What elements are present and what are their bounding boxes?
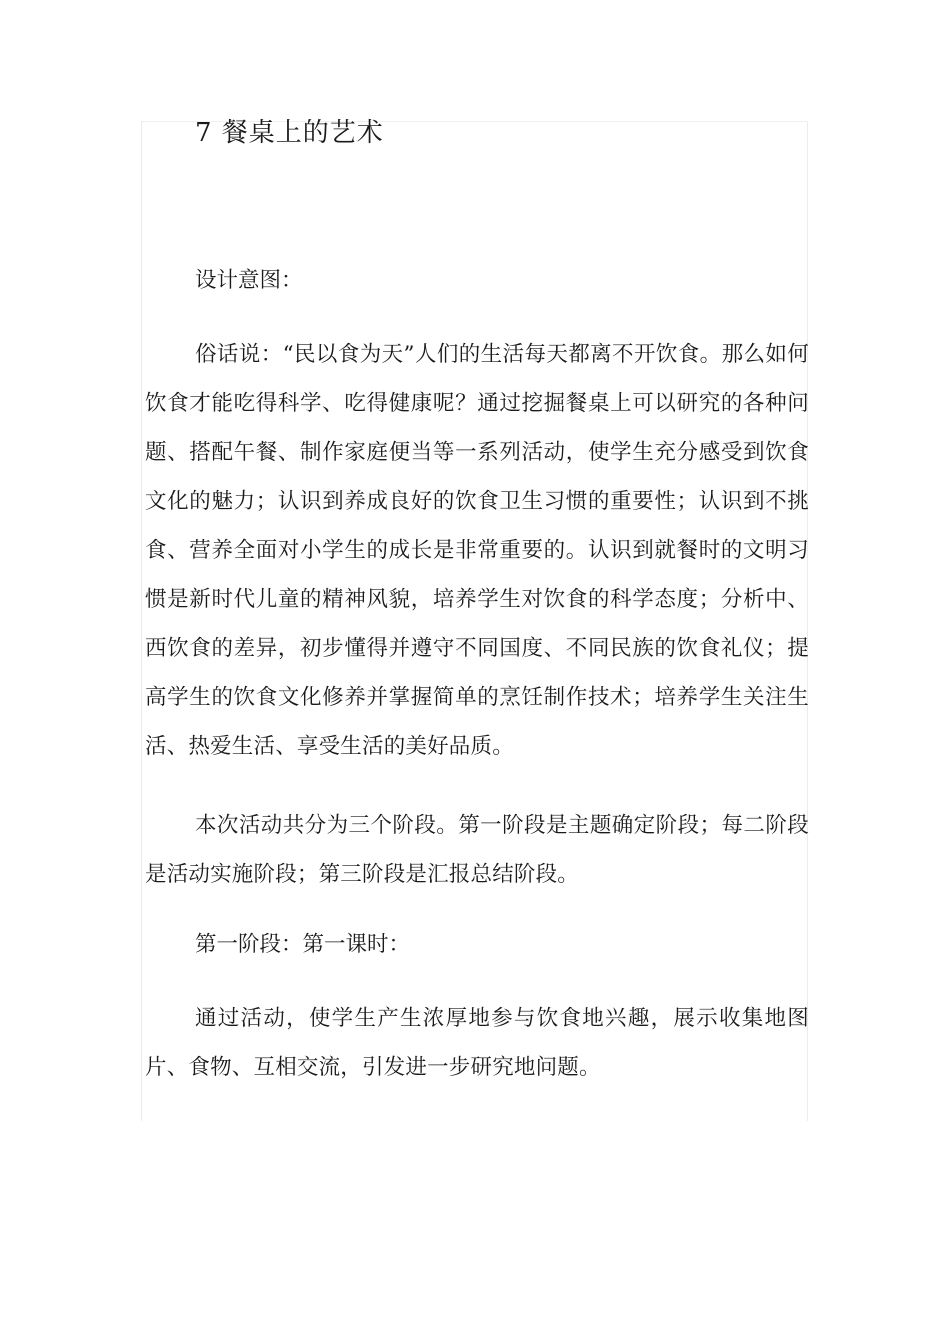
- design-intent-heading: 设计意图：: [195, 268, 303, 293]
- paragraph-stages-overview: 本次活动共分为三个阶段。第一阶段是主题确定阶段；每二阶段是活动实施阶段；第三阶段是汇报总结阶段。: [145, 813, 809, 887]
- paragraph-design-intent: 俗话说：“民以食为天”人们的生活每天都离不开饮食。那么如何饮食才能吃得科学、吃得健康呢？通过挖掘餐桌上可以研究的各种问题、搭配午餐、制作家庭便当等一系列活动，使学生充分感受到饮食文化的魅力；认识到养成良好的饮食卫生习惯的重要性；认识到不挑食、营养全面对小学生的成长是非常重要的。认识到就餐时的文明习惯是新时代儿童的精神风貌，培养学生对饮食的科学态度；分析中、西饮食的差异，初步懂得并遵守不同国度、不同民族的饮食礼仪；提高学生的饮食文化修养并掌握简单的烹饪制作技术；培养学生关注生活、热爱生活、享受生活的美好品质。: [145, 342, 809, 759]
- document-title: 7 餐桌上的艺术: [195, 118, 384, 148]
- paragraph-stage-one: 通过活动，使学生产生浓厚地参与饮食地兴趣，展示收集地图片、食物、互相交流，引发进一步研究地问题。: [145, 1006, 809, 1080]
- stage-one-heading: 第一阶段：第一课时：: [195, 932, 411, 957]
